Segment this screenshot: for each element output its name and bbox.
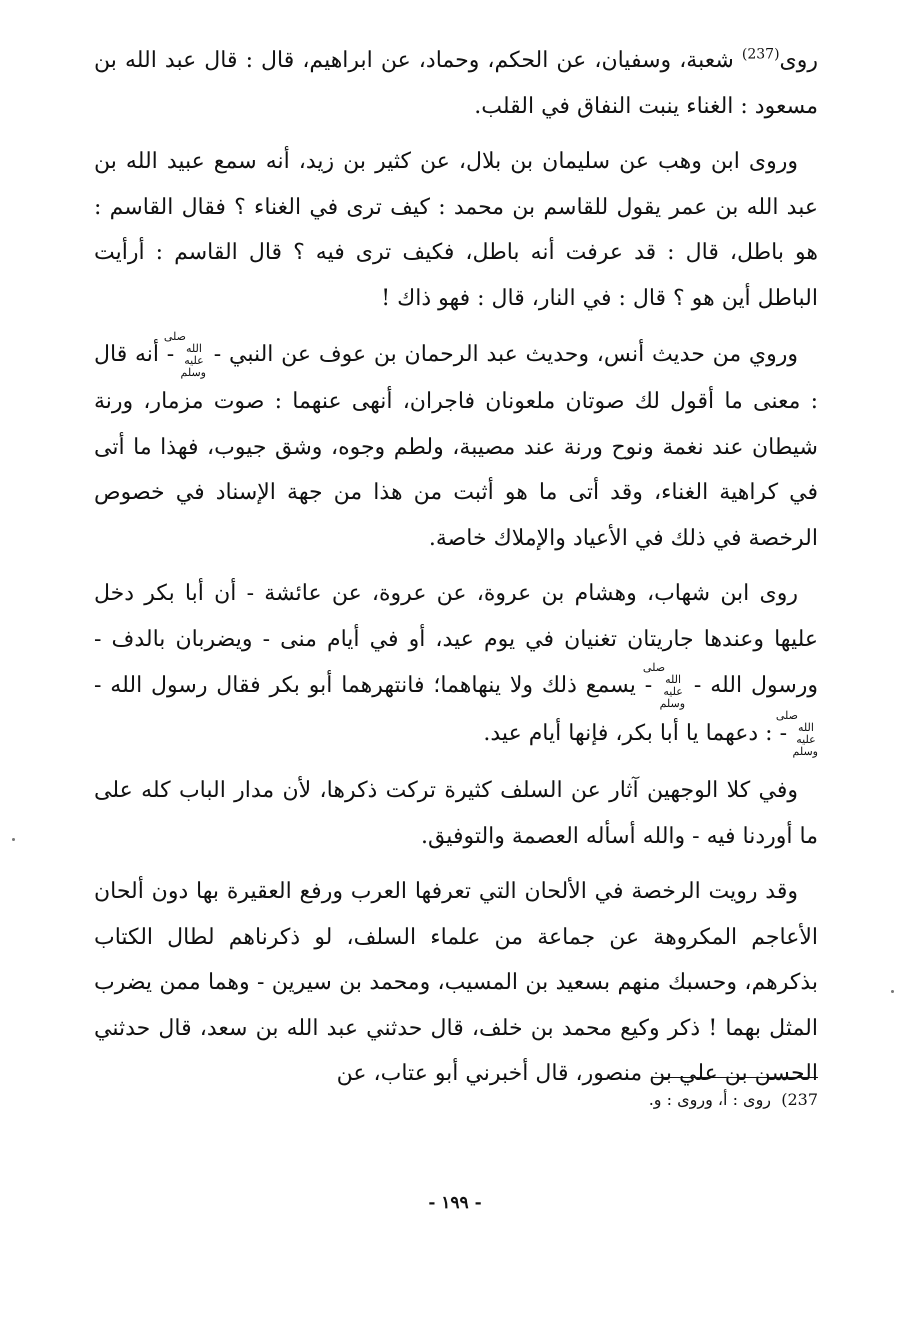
paragraph-3-text-b: - أنه قال : معنى ما أقول لك صوتان ملعونان فاجران، أنهى عنهما : صوت مزمار، ورنة شيطان عند نغمة ونوح ورنة عند مصيبة، ولطم وجوه، وشق جيوب، فهذا ما أتى في كراهية الغناء، وقد أتى ما هو أثبت من هذا من جهة الإسناد في خصوص الرخصة في ذلك في الأعياد والإملاك خاصة.: [94, 342, 818, 551]
footnote-reference[interactable]: (237): [741, 46, 780, 63]
footnote-number: 237): [781, 1090, 818, 1109]
paragraph-5-text: وفي كلا الوجهين آثار عن السلف كثيرة تركت ذكرها، لأن مدار الباب كله على ما أوردنا فيه - والله أسأله العصمة والتوفيق.: [94, 778, 818, 849]
page-number: - ١٩٩ -: [428, 1193, 482, 1213]
paragraph-4-text-b: - يسمع ذلك ولا ينهاهما؛ فانتهرهما أبو بكر فقال رسول الله -: [94, 673, 662, 698]
paragraph-6: [94, 869, 818, 1097]
salawat-symbol: صلى الله عليه وسلم: [163, 330, 206, 379]
salawat-symbol: صلى الله عليه وسلم: [642, 661, 686, 710]
paragraph-4-text-c: - : دعهما يا أبا بكر، فإنها أيام عيد.: [483, 721, 794, 746]
scan-speck: [12, 838, 15, 841]
paragraph-6-text: وقد رويت الرخصة في الألحان التي تعرفها العرب ورفع العقيرة بها دون ألحان الأعاجم المكروهة عن جماعة من علماء السلف، لو ذكرناهم لطال الكتاب بذكرهم، وحسبك منهم بسعيد بن المسيب، ومحمد بن سيرين - وهما ممن يضرب المثل بهما ! ذكر وكيع محمد بن خلف، قال حدثني عبد الله بن سعد، قال حدثني الحسن بن علي بن منصور، قال أخبرني أبو عتاب، عن: [94, 879, 818, 1086]
scan-speck: [891, 990, 894, 993]
paragraph-2-text: وروى ابن وهب عن سليمان بن بلال، عن كثير بن زيد، أنه سمع عبيد الله بن عبد الله بن عمر يقول للقاسم بن محمد : كيف ترى في الغناء ؟ فقال القاسم : هو باطل، قال : قد عرفت أنه باطل، فكيف ترى فيه ؟ قال القاسم : أرأيت الباطل أين هو ؟ قال : في النار، قال : فهو ذاك !: [94, 149, 818, 311]
paragraph-3-text-a: وروي من حديث أنس، وحديث عبد الرحمان بن عوف عن النبي -: [206, 342, 798, 367]
salawat-symbol: صلى الله عليه وسلم: [775, 709, 818, 758]
footnote-text: روى : أ، وروى : و.: [648, 1090, 772, 1109]
main-text: [94, 38, 818, 1107]
paragraph-3: [94, 331, 818, 561]
paragraph-4-text-a: روى ابن شهاب، وهشام بن عروة، عن عروة، عن عائشة - أن أبا بكر دخل عليها وعندها جاريتان تغنيان في يوم عيد، أو في أيام منى - ويضربان بالدف - ورسول الله -: [94, 581, 819, 698]
paragraph-5: [94, 768, 818, 859]
paragraph-4: [94, 571, 818, 758]
paragraph-1-lead: روى: [779, 48, 818, 73]
paragraph-1: [94, 38, 818, 129]
footnote-separator: [652, 1077, 818, 1078]
paragraph-2: [94, 139, 818, 321]
footnote: [649, 1087, 818, 1113]
paragraph-1-text: شعبة، وسفيان، عن الحكم، وحماد، عن ابراهيم، قال : قال عبد الله بن مسعود : الغناء ينبت النفاق في القلب.: [94, 48, 818, 119]
